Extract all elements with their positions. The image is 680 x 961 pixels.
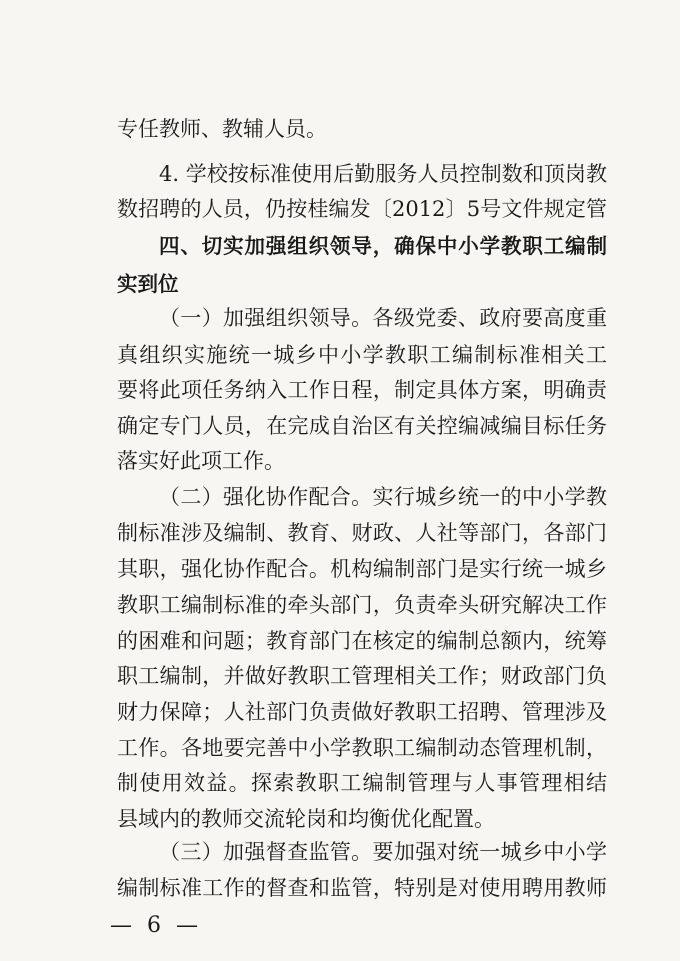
text-line: 县域内的教师交流轮岗和均衡优化配置。	[117, 807, 495, 831]
text-line: 制使用效益。探索教职工编制管理与人事管理相结	[117, 771, 607, 795]
text-line: 真组织实施统一城乡中小学教职工编制标准相关工	[117, 343, 607, 367]
text-line: 财力保障；人社部门负责做好教职工招聘、管理涉及	[117, 700, 607, 724]
text-line: 其职，强化协作配合。机构编制部门是实行统一城乡	[117, 557, 607, 581]
text-line: 4. 学校按标准使用后勤服务人员控制数和顶岗教	[159, 162, 607, 186]
text-line: （一）加强组织领导。各级党委、政府要高度重	[159, 306, 607, 330]
section-heading: 实到位	[117, 272, 179, 296]
text-line: 编制标准工作的督查和监管，特别是对使用聘用教师	[117, 876, 607, 900]
text-line: 数招聘的人员，仍按桂编发〔2012〕5号文件规定管	[117, 197, 607, 221]
text-line: 专任教师、教辅人员。	[117, 117, 327, 141]
text-line: 制标准涉及编制、教育、财政、人社等部门，各部门	[117, 521, 607, 545]
text-line: 确定专门人员，在完成自治区有关控编减编目标任务	[117, 414, 607, 438]
text-line: 要将此项任务纳入工作日程，制定具体方案，明确责	[117, 378, 607, 402]
text-line: 职工编制，并做好教职工管理相关工作；财政部门负	[117, 664, 607, 688]
text-line: （二）强化协作配合。实行城乡统一的中小学教	[159, 485, 607, 509]
text-line: 落实好此项工作。	[117, 449, 285, 473]
text-line: 工作。各地要完善中小学教职工编制动态管理机制，	[117, 736, 607, 760]
text-line: 的困难和问题；教育部门在核定的编制总额内，统筹	[117, 629, 607, 653]
text-line: （三）加强督查监管。要加强对统一城乡中小学	[159, 840, 607, 864]
page-number: — 6 —	[110, 913, 202, 938]
text-line: 教职工编制标准的牵头部门，负责牵头研究解决工作	[117, 593, 607, 617]
section-heading: 四、切实加强组织领导，确保中小学教职工编制	[159, 234, 607, 258]
